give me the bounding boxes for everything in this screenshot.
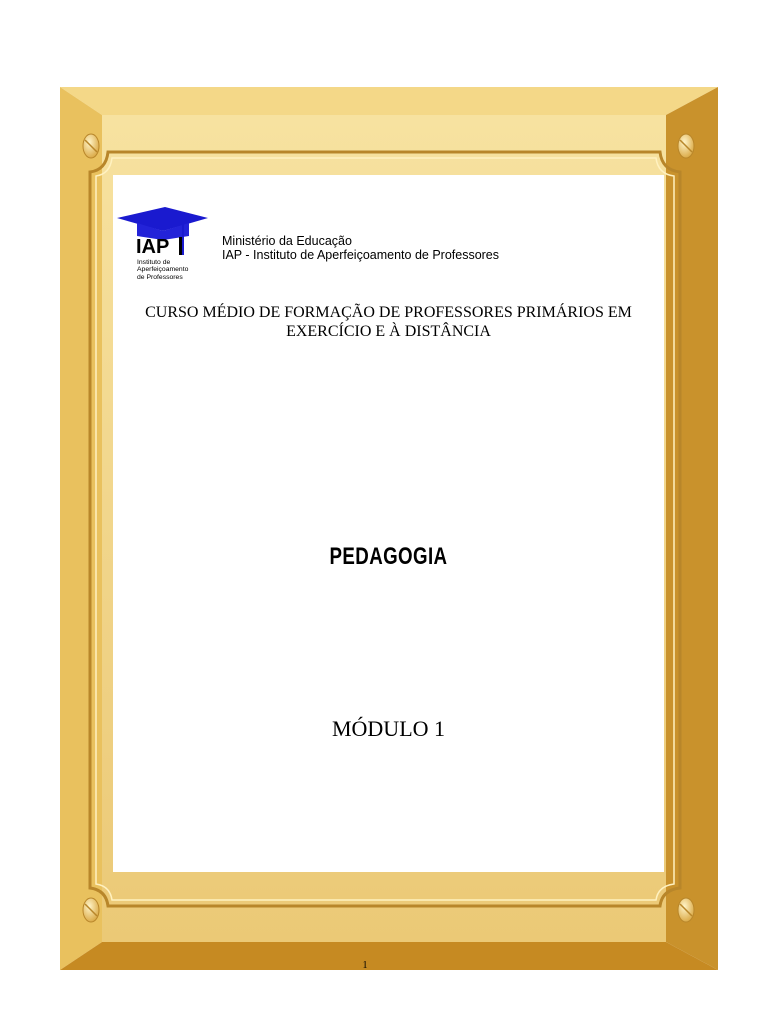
- course-title: [113, 303, 664, 341]
- page-number: 1: [362, 960, 368, 971]
- logo-caption-line1: Instituto de: [137, 259, 171, 266]
- ministry-name: Ministério da Educação: [222, 234, 352, 248]
- institute-name: IAP - Instituto de Aperfeiçoamento de Professores: [222, 248, 500, 262]
- logo-caption-line2: Aperfeiçoamento: [137, 266, 189, 274]
- module-title: MÓDULO 1: [331, 716, 446, 741]
- logo-acronym: IAP: [136, 236, 170, 258]
- subject-title: PEDAGOGIA: [329, 543, 448, 570]
- frame-bottom-bevel: [60, 942, 718, 970]
- screw-top-left: [83, 134, 99, 158]
- logo-caption-line3: de Professores: [137, 273, 183, 281]
- iap-logo: [115, 205, 210, 287]
- screw-bottom-left: [83, 898, 99, 922]
- organization-heading: [222, 234, 499, 262]
- logo-caption: [137, 259, 217, 281]
- course-title-line2: EXERCÍCIO E À DISTÂNCIA: [286, 323, 491, 340]
- course-title-line1: CURSO MÉDIO DE FORMAÇÃO DE PROFESSORES PRIMÁRIOS EM: [145, 304, 632, 321]
- screw-top-right: [678, 134, 694, 158]
- screw-bottom-right: [678, 898, 694, 922]
- frame-top-bevel: [60, 87, 718, 115]
